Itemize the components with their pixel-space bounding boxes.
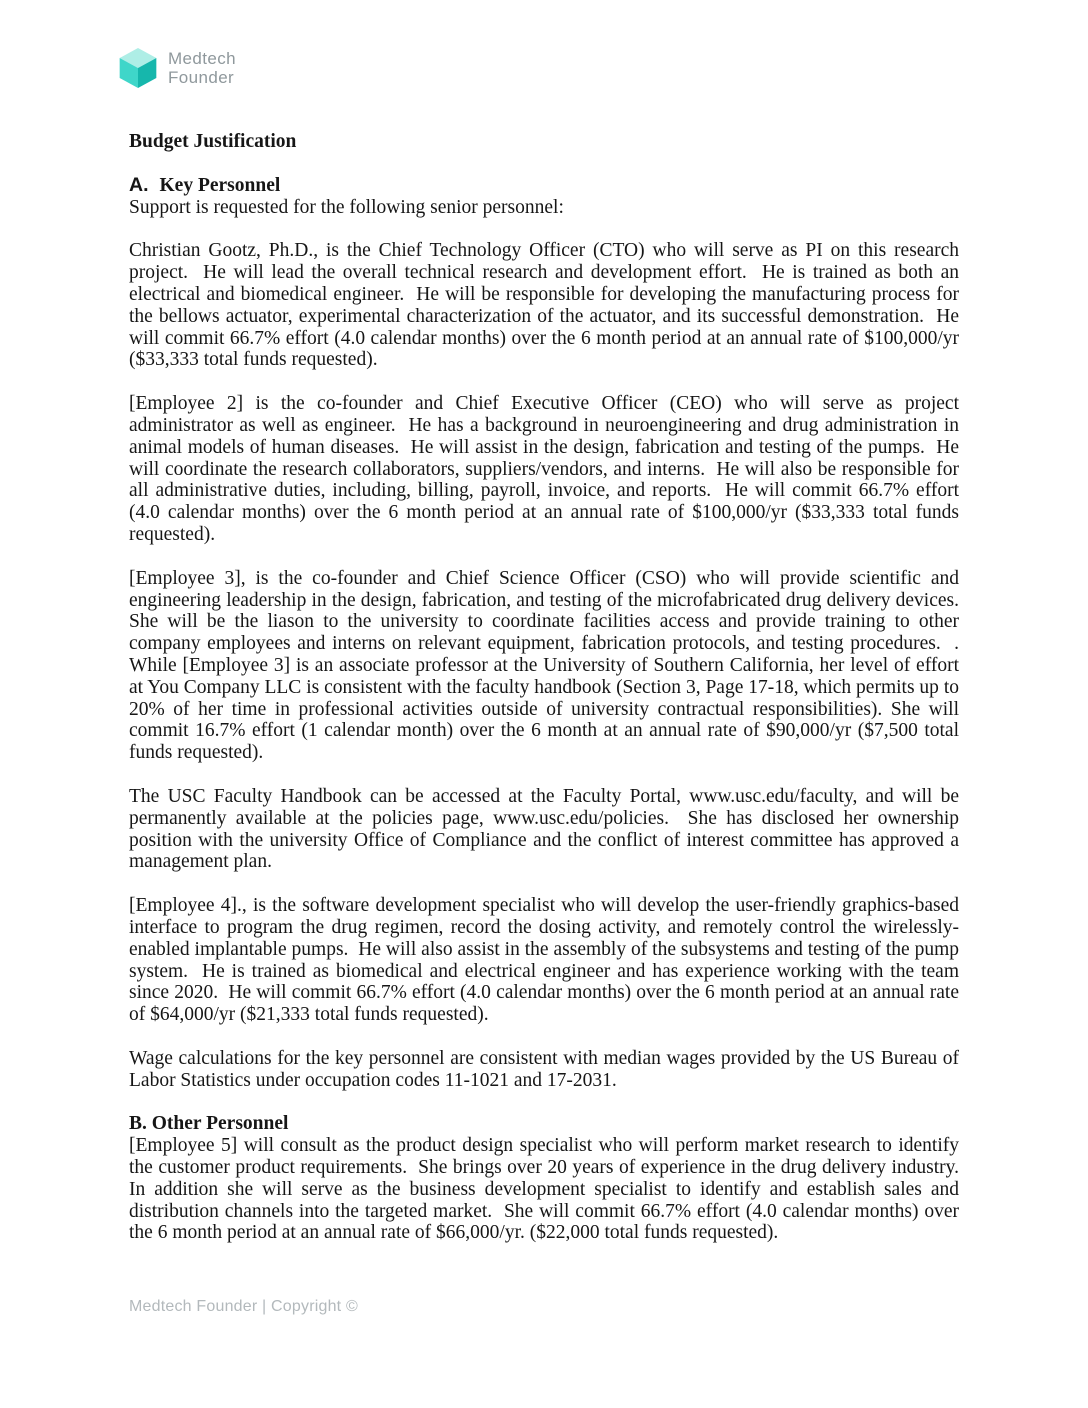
paragraph-employee-4: [Employee 4]., is the software development specialist who will develop the user-friendly graphics-based interface to program the drug regimen, record the dosing activity, and remotely control the wirelessly-enabled implantable pumps. He will also assist in the assembly of the subsystems and testing of the pump system. He is trained as biomedical and electrical engineer and has experience working with the team since 2020. He will commit 66.7% effort (4.0 calendar months) over the 6 month period at an annual rate of $64,000/yr ($21,333 total funds requested). [129, 895, 964, 1026]
paragraph-christian-gootz: Christian Gootz, Ph.D., is the Chief Technology Officer (CTO) who will serve as PI on this research project. He will lead the overall technical research and development effort. He is trained as both an electrical and biomedical engineer. He will be responsible for developing the manufacturing process for the bellows actuator, experimental characterization of the actuator, and its successful demonstration. He will commit 66.7% effort (4.0 calendar months) over the 6 month period at an annual rate of $100,000/yr ($33,333 total funds requested). [129, 240, 964, 371]
page-footer [129, 1297, 358, 1316]
section-a-title: Key Personnel [159, 174, 281, 196]
brand-logo [118, 46, 959, 90]
paragraph-wage-calculations: Wage calculations for the key personnel are consistent with median wages provided by the US Bureau of Labor Statistics under occupation codes 11-1021 and 17-2031. [129, 1047, 964, 1091]
section-a-marker: A. [129, 173, 149, 196]
brand-name-line1: Medtech [168, 49, 237, 68]
section-b-heading: B. Other Personnel [129, 1113, 289, 1135]
section-a-lead-paragraph: Support is requested for the following senior personnel: [129, 196, 564, 218]
section-other-personnel [129, 1113, 969, 1244]
paragraph-employee-5: [Employee 5] will consult as the product design specialist who will perform market research to identify the customer product requirements. She brings over 20 years of experience in the drug delivery industry. In addition she will serve as the business development specialist to identify and establish sales and distribution channels into the targeted market. She will commit 66.7% effort (4.0 calendar months) over the 6 month period at an annual rate of $66,000/yr. ($22,000 total funds requested). [129, 1135, 969, 1244]
brand-cube-icon [118, 46, 158, 90]
brand-name-line2: Founder [168, 68, 235, 87]
section-a-heading [129, 175, 959, 197]
brand-wordmark [168, 49, 236, 87]
paragraph-usc-handbook: The USC Faculty Handbook can be accessed at the Faculty Portal, www.usc.edu/faculty, and will be permanently available at the policies page, www.usc.edu/policies. She has disclosed her ownership position with the university Office of Compliance and the conflict of interest committee has approved a management plan. [129, 785, 964, 873]
document-title: Budget Justification [129, 131, 297, 152]
footer-copyright: Medtech Founder | Copyright © [129, 1298, 358, 1315]
section-key-personnel [129, 173, 969, 1092]
paragraph-employee-3: [Employee 3], is the co-founder and Chief Science Officer (CSO) who will provide scientific and engineering leadership in the design, fabrication, and testing of the microfabricated drug delivery devices. She will be the liason to the university to coordinate facilities access and provide training to other company employees and interns on relevant equipment, fabrication protocols, and testing procedures. . While [Employee 3] is an associate professor at the University of Southern California, her level of effort at You Company LLC is consistent with the faculty handbook (Section 3, Page 17-18, which permits up to 20% of her time in professional activities outside of university contractual responsibilities). She will commit 16.7% effort (1 calendar month) over the 6 month at an annual rate of $90,000/yr ($7,500 total funds requested). [129, 567, 969, 764]
paragraph-employee-2: [Employee 2] is the co-founder and Chief Executive Officer (CEO) who will serve as project administrator as well as engineer. He has a background in neuroengineering and drug administration in animal models of human diseases. He will assist in the design, fabrication and testing of the pumps. He will coordinate the research collaborators, suppliers/vendors, and interns. He will also be responsible for all administrative duties, including, billing, payroll, invoice, and reports. He will commit 66.7% effort (4.0 calendar months) over the 6 month period at an annual rate of $100,000/yr ($33,333 total funds requested). [129, 393, 964, 545]
document-body [129, 131, 969, 1244]
